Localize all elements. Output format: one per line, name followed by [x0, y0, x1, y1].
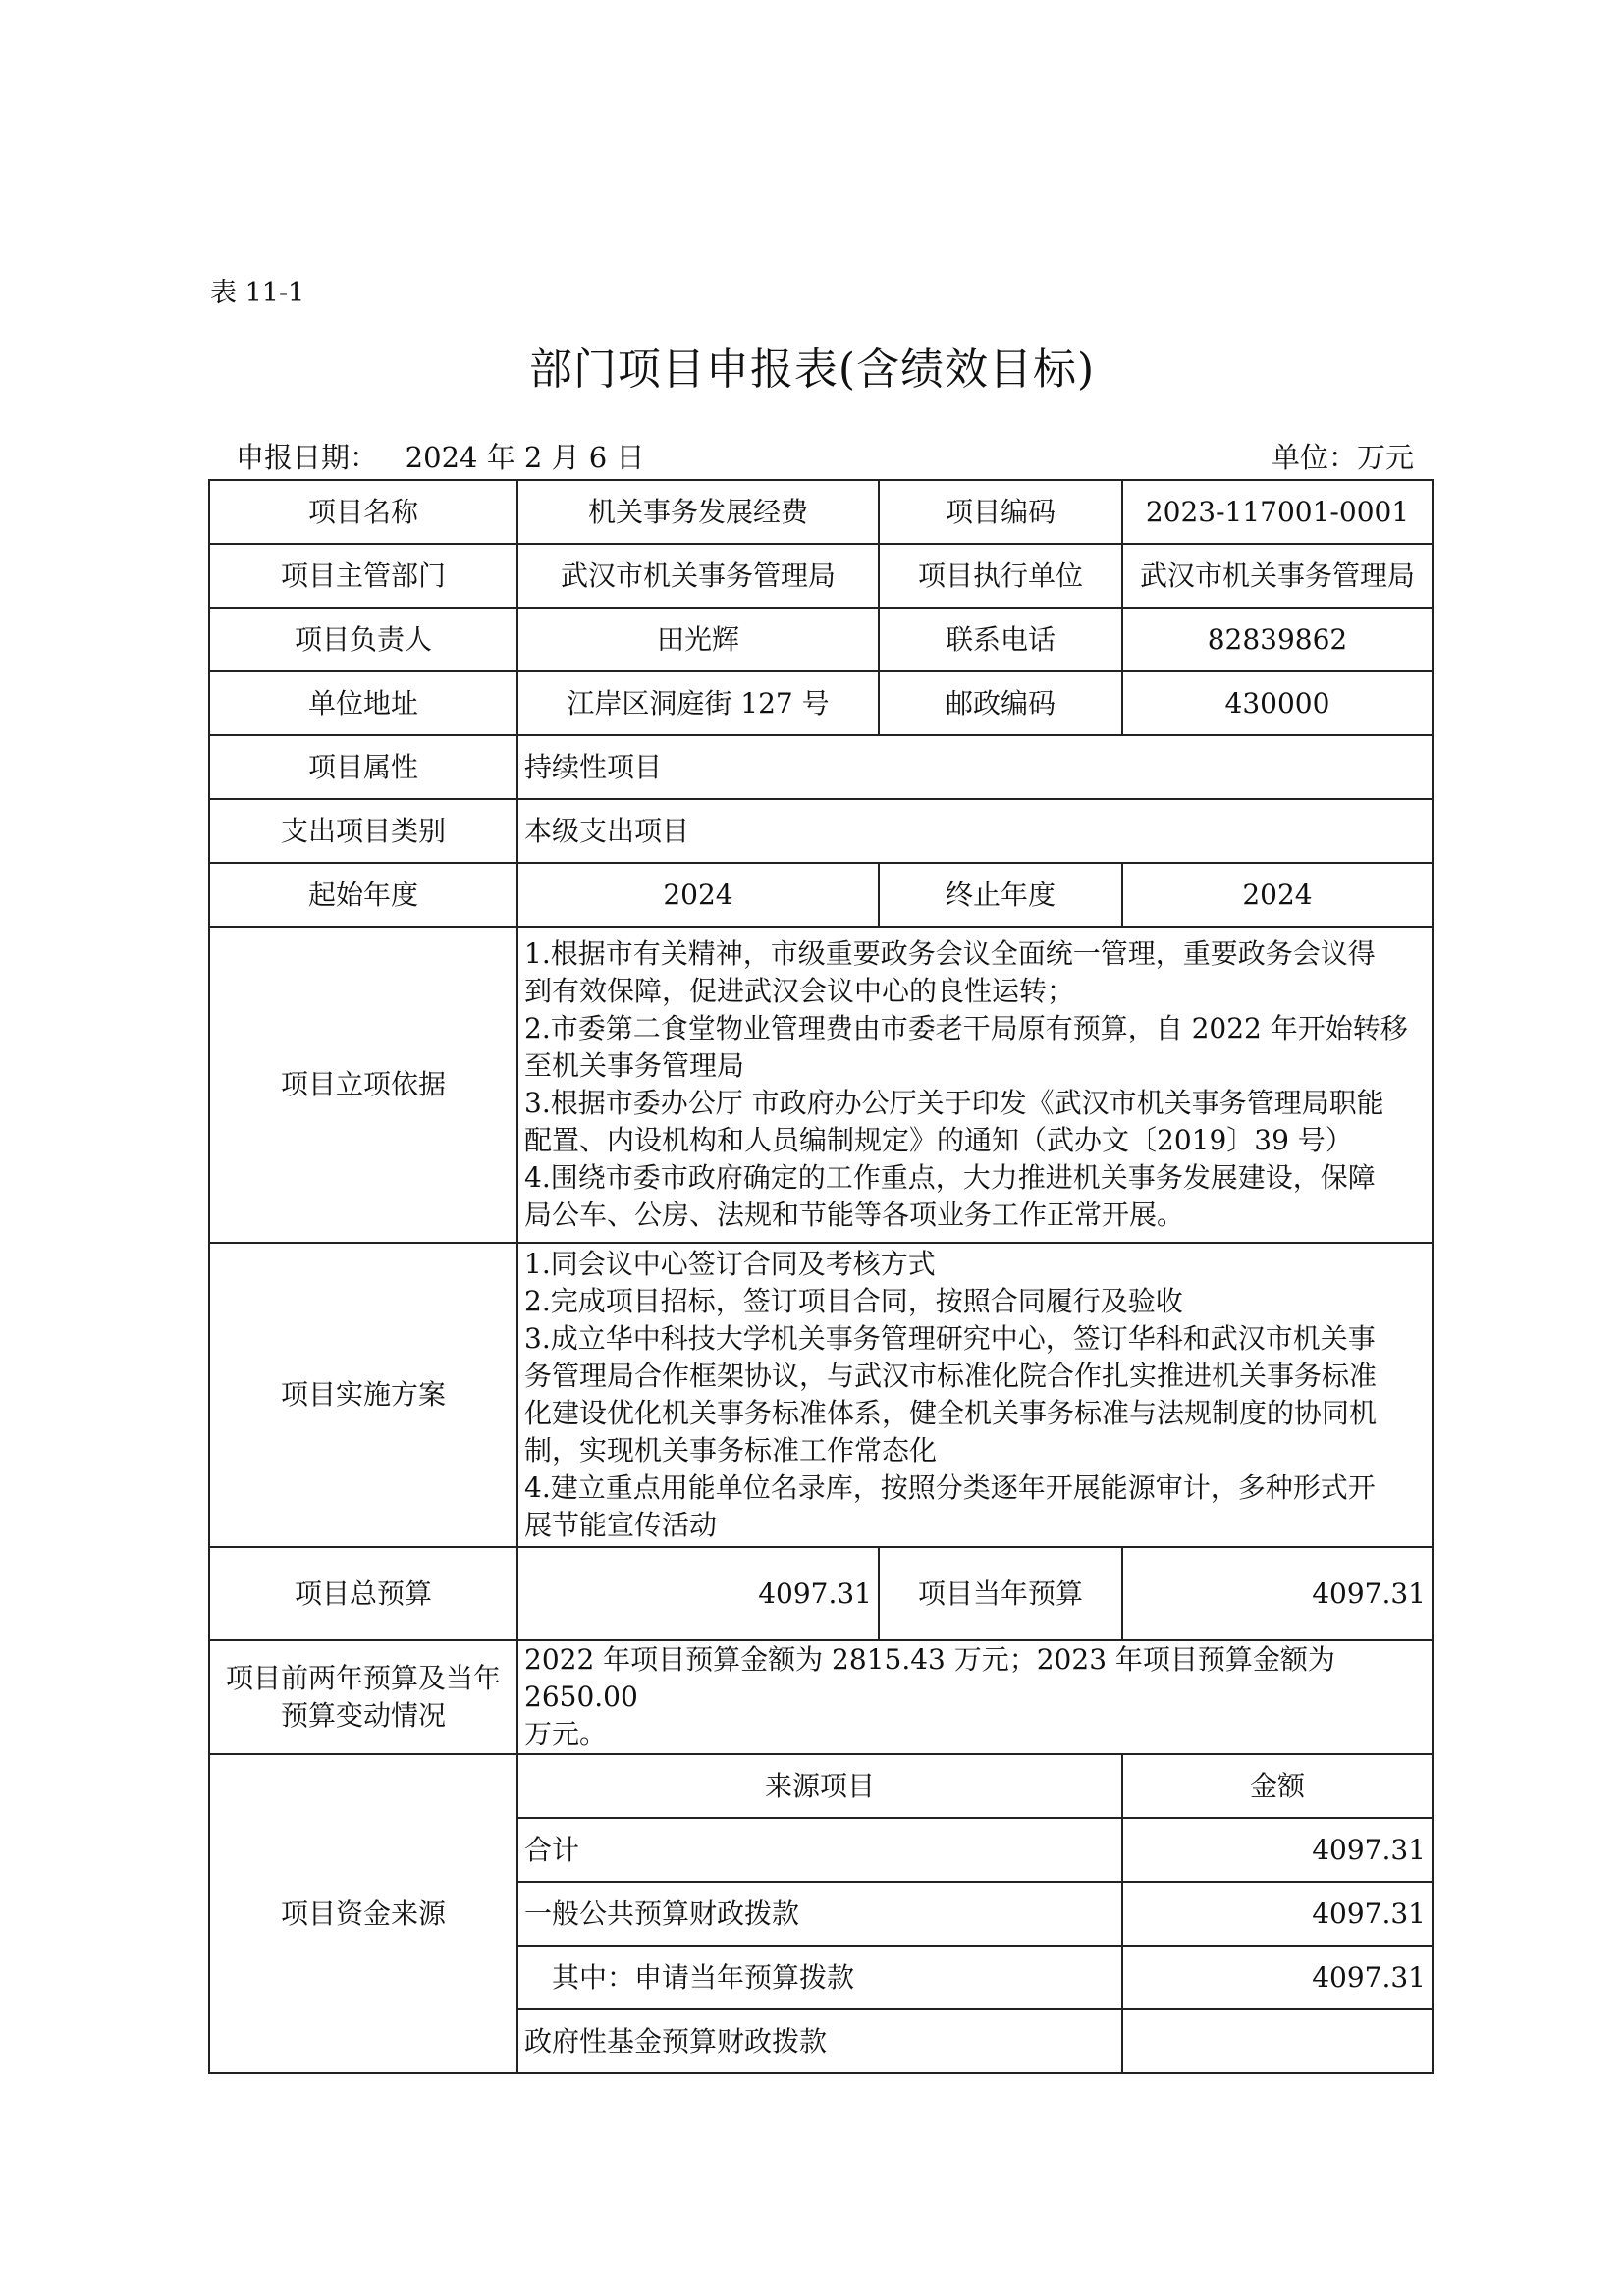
plan-line: 3.成立华中科技大学机关事务管理研究中心，签订华科和武汉市机关事	[524, 1322, 1376, 1355]
leader-label: 项目负责人	[209, 608, 517, 671]
dept-label: 项目主管部门	[209, 544, 517, 608]
attr-value: 持续性项目	[517, 735, 1433, 799]
budget-change-text	[517, 1640, 1433, 1754]
row-budget	[209, 1547, 1433, 1640]
fund-item-amount: 4097.31	[1122, 1946, 1433, 2009]
basis-line: 至机关事务管理局	[524, 1049, 745, 1082]
total-budget-label: 项目总预算	[209, 1547, 517, 1640]
budget-change-line: 2022 年项目预算金额为 2815.43 万元；2023 年项目预算金额为 2650.00	[524, 1643, 1335, 1713]
fund-source-label: 项目资金来源	[209, 1754, 517, 2073]
row-leader	[209, 608, 1433, 671]
row-basis	[209, 927, 1433, 1243]
basis-line: 4.围绕市委市政府确定的工作重点，大力推进机关事务发展建设，保障	[524, 1161, 1376, 1194]
fund-col-source: 来源项目	[517, 1754, 1122, 1818]
page-title: 部门项目申报表(含绩效目标)	[528, 345, 1096, 395]
row-fund-header	[209, 1754, 1433, 1818]
table-number: 表 11-1	[210, 278, 305, 308]
fund-item-amount: 4097.31	[1122, 1882, 1433, 1946]
fund-item-name: 政府性基金预算财政拨款	[517, 2009, 1122, 2073]
plan-line: 1.同会议中心签订合同及考核方式	[524, 1248, 936, 1280]
project-name-label: 项目名称	[209, 480, 517, 544]
fund-col-amount: 金额	[1122, 1754, 1433, 1818]
project-code-label: 项目编码	[879, 480, 1122, 544]
row-attr	[209, 735, 1433, 799]
project-code-value: 2023-117001-0001	[1122, 480, 1433, 544]
fund-item-name: 其中：申请当年预算拨款	[517, 1946, 1122, 2009]
fund-item-amount	[1122, 2009, 1433, 2073]
declare-date-label: 申报日期：	[236, 441, 379, 474]
start-year-value: 2024	[517, 863, 879, 927]
basis-line: 2.市委第二食堂物业管理费由市委老干局原有预算，自 2022 年开始转移	[524, 1012, 1408, 1044]
postcode-label: 邮政编码	[879, 671, 1122, 735]
category-label: 支出项目类别	[209, 799, 517, 863]
address-value: 江岸区洞庭街 127 号	[517, 671, 879, 735]
category-value: 本级支出项目	[517, 799, 1433, 863]
declare-date	[236, 436, 644, 476]
fund-item-name: 一般公共预算财政拨款	[517, 1882, 1122, 1946]
row-plan	[209, 1243, 1433, 1547]
row-category	[209, 799, 1433, 863]
basis-line: 到有效保障，促进武汉会议中心的良性运转；	[524, 975, 1075, 1007]
basis-line: 1.根据市有关精神，市级重要政务会议全面统一管理，重要政务会议得	[524, 937, 1376, 970]
fund-item-name: 合计	[517, 1818, 1122, 1882]
address-label: 单位地址	[209, 671, 517, 735]
end-year-label: 终止年度	[879, 863, 1122, 927]
plan-line: 制，实现机关事务标准工作常态化	[524, 1434, 938, 1467]
unit-label: 单位：万元	[1271, 441, 1414, 474]
plan-line: 展节能宣传活动	[524, 1509, 718, 1541]
project-form-table	[208, 479, 1434, 2074]
basis-line: 局公车、公房、法规和节能等各项业务工作正常开展。	[524, 1199, 1185, 1231]
plan-line: 务管理局合作框架协议，与武汉市标准化院合作扎实推进机关事务标准	[524, 1360, 1378, 1392]
total-budget-value: 4097.31	[517, 1547, 879, 1640]
attr-label: 项目属性	[209, 735, 517, 799]
plan-line: 化建设优化机关事务标准体系，健全机关事务标准与法规制度的协同机	[524, 1397, 1378, 1429]
plan-label: 项目实施方案	[209, 1243, 517, 1547]
basis-line: 配置、内设机构和人员编制规定》的通知（武办文〔2019〕39 号）	[524, 1124, 1353, 1156]
row-dept	[209, 544, 1433, 608]
row-project-name	[209, 480, 1433, 544]
year-budget-value: 4097.31	[1122, 1547, 1433, 1640]
exec-unit-value: 武汉市机关事务管理局	[1122, 544, 1433, 608]
phone-value: 82839862	[1122, 608, 1433, 671]
project-name-value: 机关事务发展经费	[517, 480, 879, 544]
leader-value: 田光辉	[517, 608, 879, 671]
fund-item-amount: 4097.31	[1122, 1818, 1433, 1882]
start-year-label: 起始年度	[209, 863, 517, 927]
basis-text	[517, 927, 1433, 1243]
budget-change-label-line: 项目前两年预算及当年	[225, 1662, 501, 1694]
plan-text	[517, 1243, 1433, 1547]
dept-value: 武汉市机关事务管理局	[517, 544, 879, 608]
phone-label: 联系电话	[879, 608, 1122, 671]
budget-change-label	[209, 1640, 517, 1754]
plan-line: 2.完成项目招标，签订项目合同，按照合同履行及验收	[524, 1285, 1183, 1317]
plan-line: 4.建立重点用能单位名录库，按照分类逐年开展能源审计，多种形式开	[524, 1471, 1376, 1504]
row-address	[209, 671, 1433, 735]
basis-line: 3.根据市委办公厅 市政府办公厅关于印发《武汉市机关事务管理局职能	[524, 1087, 1384, 1119]
budget-change-label-line: 预算变动情况	[280, 1699, 446, 1732]
budget-change-line: 万元。	[524, 1718, 608, 1750]
row-budget-change	[209, 1640, 1433, 1754]
postcode-value: 430000	[1122, 671, 1433, 735]
basis-label: 项目立项依据	[209, 927, 517, 1243]
exec-unit-label: 项目执行单位	[879, 544, 1122, 608]
declare-date-value: 2024 年 2 月 6 日	[405, 441, 645, 474]
year-budget-label: 项目当年预算	[879, 1547, 1122, 1640]
end-year-value: 2024	[1122, 863, 1433, 927]
row-years	[209, 863, 1433, 927]
